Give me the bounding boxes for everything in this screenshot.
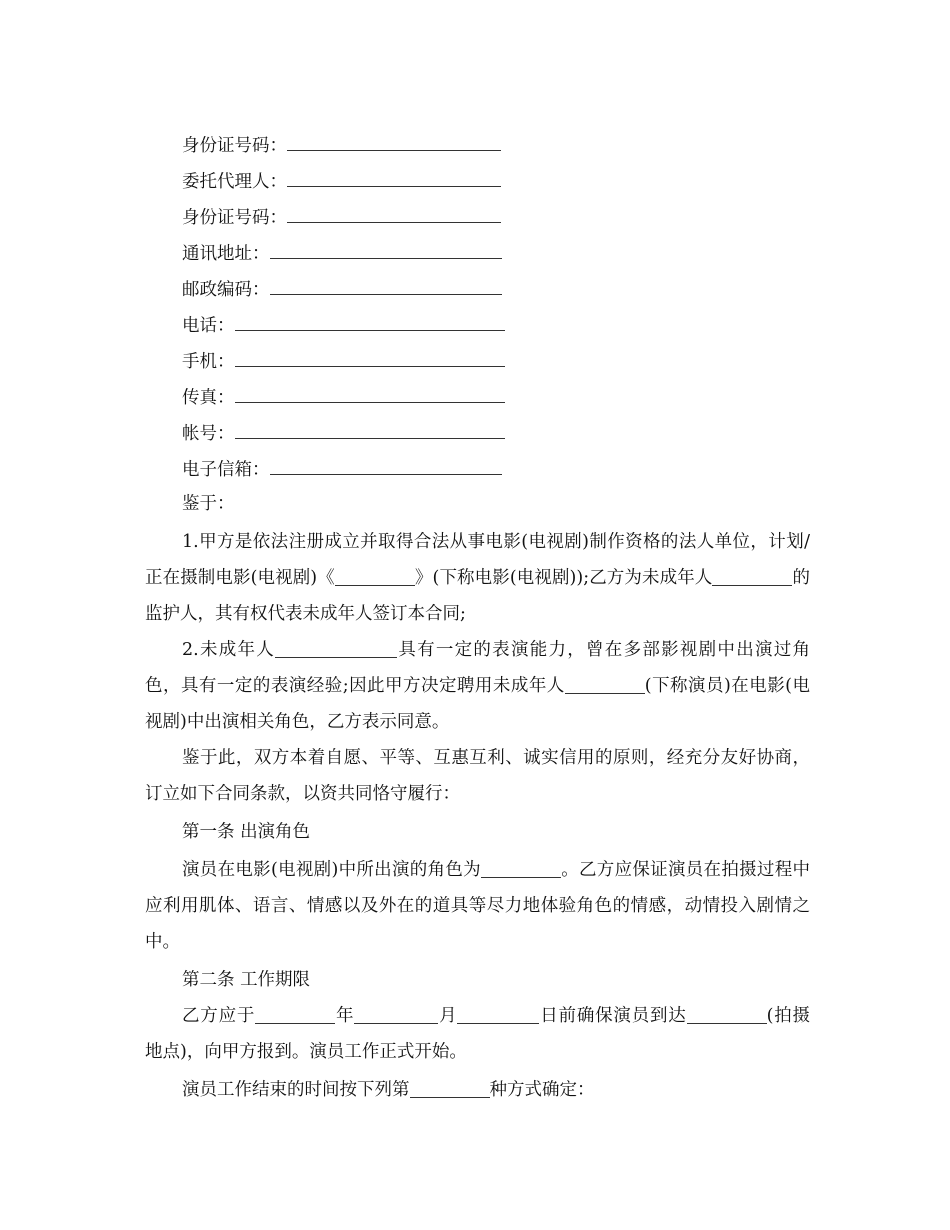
- agent-id-number-blank[interactable]: [287, 222, 501, 223]
- agent-blank[interactable]: [287, 186, 501, 187]
- article-2-text-c: 月: [438, 1006, 458, 1026]
- agent-field: [182, 162, 501, 198]
- mobile-blank[interactable]: [235, 366, 505, 367]
- article-2-text-a: 乙方应于: [182, 1006, 256, 1026]
- field-label: 电子信箱：: [182, 459, 270, 480]
- id-number-field: [182, 126, 501, 162]
- field-label: 身份证号码：: [182, 207, 287, 228]
- clause-1-text-b: 》(下称电影(电视剧));乙方为未成年人: [414, 568, 713, 588]
- field-label: 电话：: [182, 315, 235, 336]
- clause-2-text-a: 2.未成年人: [182, 640, 276, 660]
- clause-2: [145, 632, 810, 740]
- field-label: 通讯地址：: [182, 243, 270, 264]
- article-2-title: 第二条 工作期限: [182, 970, 311, 990]
- minor-name-blank[interactable]: [275, 656, 397, 658]
- clause-2-text-c: (下称演员)在电影(电视剧)中出演相关角色，乙方表示同意。: [145, 676, 810, 732]
- year-blank[interactable]: [255, 1022, 335, 1024]
- mobile-field: [182, 342, 505, 378]
- method-number-blank[interactable]: [410, 1096, 490, 1098]
- account-blank[interactable]: [235, 438, 505, 439]
- end-time-paragraph: [145, 1072, 810, 1108]
- whereas-label: 鉴于：: [182, 494, 235, 514]
- phone-field: [182, 306, 505, 342]
- article-2-body: [145, 998, 810, 1070]
- email-field: [182, 450, 502, 486]
- address-field: [182, 234, 502, 270]
- address-blank[interactable]: [270, 258, 502, 259]
- field-label: 邮政编码：: [182, 279, 270, 300]
- clause-1-text-c: 的监护人，其有权代表未成年人签订本合同;: [145, 568, 810, 624]
- fax-field: [182, 378, 505, 414]
- id-number-blank[interactable]: [287, 150, 501, 151]
- clause-1: [145, 524, 810, 632]
- article-1-text-b: 。乙方应保证演员在拍摄过程中应利用肌体、语言、情感以及外在的道具等尽力地体验角色的情感，动情投入剧情之中。: [145, 860, 811, 952]
- article-1-text-a: 演员在电影(电视剧)中所出演的角色为: [182, 860, 481, 880]
- article-1-body: [145, 852, 810, 960]
- end-time-text-a: 演员工作结束的时间按下列第: [182, 1080, 410, 1100]
- location-blank[interactable]: [687, 1022, 767, 1024]
- principle-paragraph: 鉴于此，双方本着自愿、平等、互惠互利、诚实信用的原则，经充分友好协商，订立如下合同条款，以资共同恪守履行：: [145, 748, 810, 804]
- article-2-text-b: 年: [335, 1006, 355, 1026]
- article-1-title: 第一条 出演角色: [182, 822, 311, 842]
- guardian-minor-blank[interactable]: [712, 584, 792, 586]
- email-blank[interactable]: [270, 474, 502, 475]
- clause-1-text-a: 1.甲方是依法注册成立并取得合法从事电影(电视剧)制作资格的法人单位，计划/正在摄制电影(电视剧)《: [145, 532, 810, 588]
- field-label: 身份证号码：: [182, 135, 287, 156]
- fax-blank[interactable]: [235, 402, 505, 403]
- postal-code-field: [182, 270, 502, 306]
- phone-blank[interactable]: [235, 330, 505, 331]
- field-label: 委托代理人：: [182, 171, 287, 192]
- end-time-text-b: 种方式确定：: [489, 1080, 595, 1100]
- field-label: 手机：: [182, 351, 235, 372]
- role-blank[interactable]: [481, 876, 561, 878]
- article-2-text-e: (拍摄地点)，向甲方报到。演员工作正式开始。: [145, 1006, 811, 1062]
- agent-id-number-field: [182, 198, 501, 234]
- field-label: 帐号：: [182, 423, 235, 444]
- month-blank[interactable]: [354, 1022, 438, 1024]
- postal-code-blank[interactable]: [270, 294, 502, 295]
- account-field: [182, 414, 505, 450]
- clause-2-text-b: 具有一定的表演能力，曾在多部影视剧中出演过角色，具有一定的表演经验;因此甲方决定聘用未成年人: [145, 640, 811, 696]
- film-title-blank[interactable]: [335, 584, 415, 586]
- field-label: 传真：: [182, 387, 235, 408]
- day-blank[interactable]: [457, 1022, 539, 1024]
- article-2-text-d: 日前确保演员到达: [539, 1006, 687, 1026]
- actor-name-blank[interactable]: [565, 692, 645, 694]
